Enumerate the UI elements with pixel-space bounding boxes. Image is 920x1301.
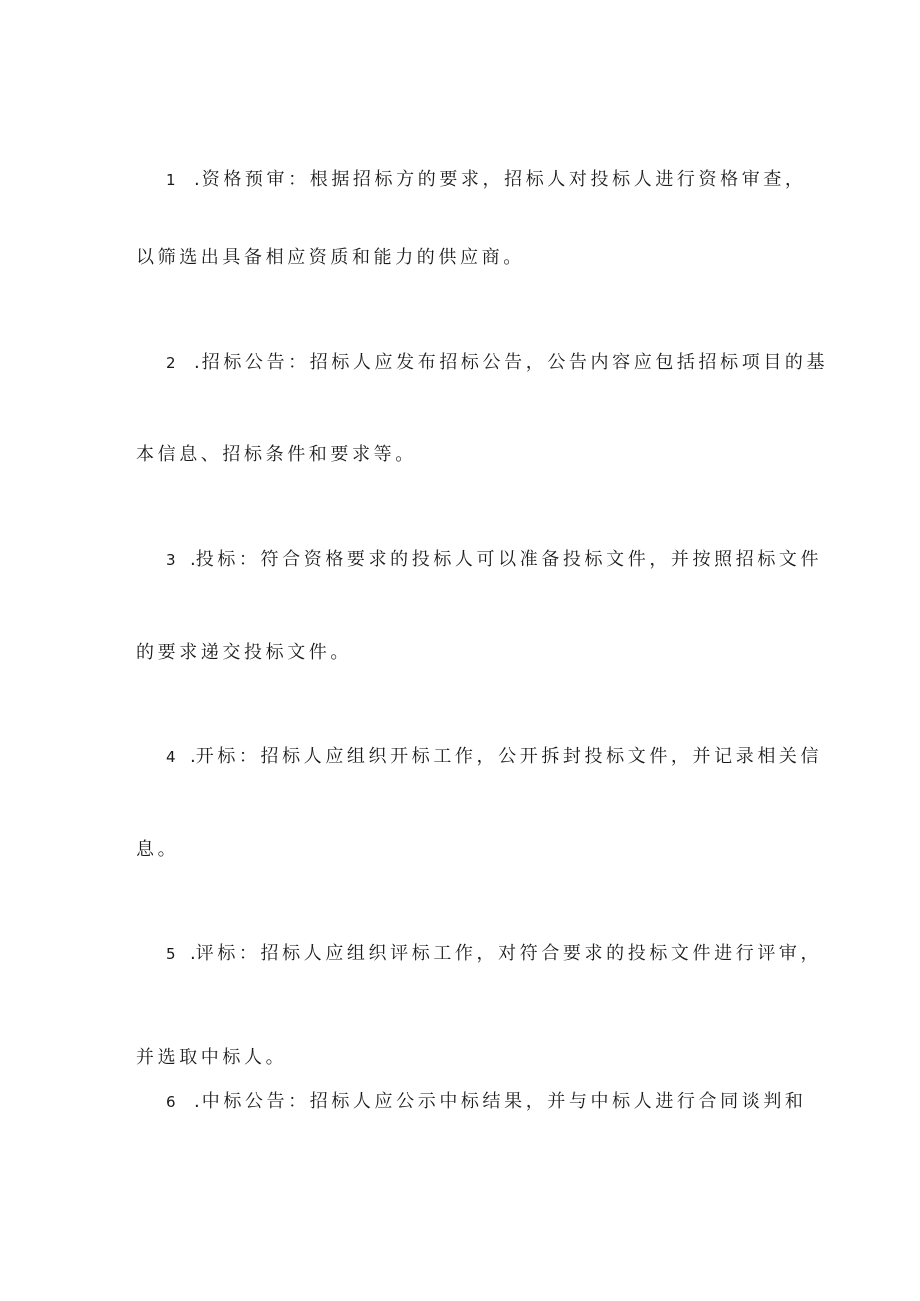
item-text: 并选取中标人。 — [136, 1047, 288, 1068]
item-text: 以筛选出具备相应资质和能力的供应商。 — [136, 247, 525, 268]
item-3-line-1 — [166, 548, 822, 572]
item-separator: . — [194, 352, 200, 373]
item-4-line-2 — [136, 838, 179, 862]
item-number: 3 — [166, 551, 176, 569]
item-separator: . — [190, 549, 196, 570]
item-text: 评标：招标人应组织评标工作，对符合要求的投标文件进行评审， — [195, 943, 823, 964]
item-text: 资格预审：根据招标方的要求，招标人对投标人进行资格审查， — [201, 169, 807, 190]
item-text: 投标：符合资格要求的投标人可以准备投标文件，并按照招标文件 — [195, 549, 823, 570]
item-5-line-1 — [166, 942, 822, 966]
item-3-line-2 — [136, 641, 352, 665]
item-separator: . — [190, 746, 196, 767]
item-text: 本信息、招标条件和要求等。 — [136, 444, 417, 465]
item-number: 1 — [166, 171, 176, 189]
item-6-line-1 — [166, 1090, 807, 1114]
item-2-line-2 — [136, 443, 417, 467]
item-1-line-2 — [136, 246, 525, 270]
item-separator: . — [194, 1091, 200, 1112]
item-text: 的要求递交投标文件。 — [136, 642, 352, 663]
item-number: 2 — [166, 354, 176, 372]
item-number: 5 — [166, 945, 176, 963]
item-2-line-1 — [166, 351, 828, 375]
item-separator: . — [190, 943, 196, 964]
item-separator: . — [194, 169, 200, 190]
item-text: 中标公告：招标人应公示中标结果，并与中标人进行合同谈判和 — [201, 1091, 807, 1112]
item-number: 4 — [166, 748, 176, 766]
item-1-line-1 — [166, 168, 807, 192]
item-text: 息。 — [136, 839, 180, 860]
item-text: 招标公告：招标人应发布招标公告，公告内容应包括招标项目的基 — [201, 352, 829, 373]
item-5-line-2 — [136, 1046, 287, 1070]
item-4-line-1 — [166, 745, 822, 769]
item-text: 开标：招标人应组织开标工作，公开拆封投标文件，并记录相关信 — [195, 746, 823, 767]
item-number: 6 — [166, 1093, 176, 1111]
